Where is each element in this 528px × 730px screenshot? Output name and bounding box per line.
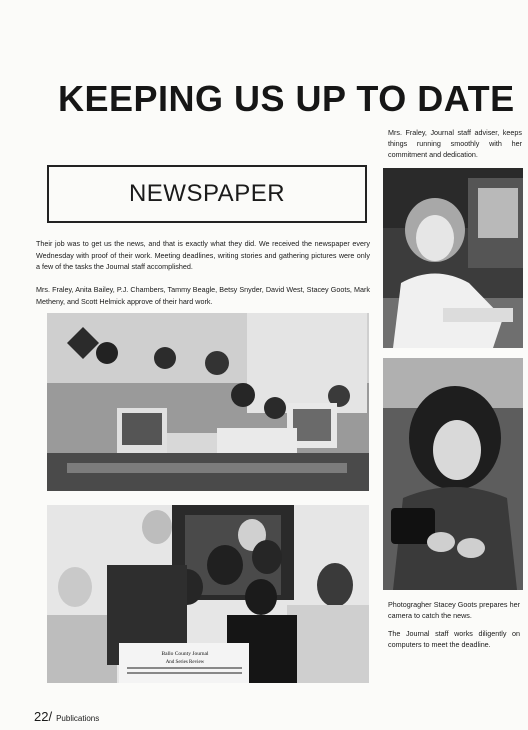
adviser-caption: Mrs. Fraley, Journal staff adviser, keeps things running smoothly with her commitment and dedication.	[388, 128, 522, 159]
computers-caption: The Journal staff works diligently on computers to meet the deadline.	[388, 629, 520, 649]
folio-section-name: Publications	[56, 714, 100, 723]
photographer-photo	[383, 358, 523, 590]
body-paragraph-2: Mrs. Fraley, Anita Bailey, P.J. Chambers, Tammy Beagle, Betsy Snyder, David West, Stacey Goots, Mark Metheny, and Scott Helmick approve of their hard work.	[36, 285, 370, 306]
adviser-photo	[383, 168, 523, 348]
page-title: KEEPING US UP TO DATE	[58, 78, 515, 119]
section-heading: NEWSPAPER	[128, 180, 286, 207]
page-folio	[34, 708, 99, 726]
staff-group-photo	[47, 505, 369, 683]
folio-separator: /	[48, 709, 53, 724]
newspaper-masthead-line1: Ballo County Journal	[161, 651, 209, 657]
newspaper-masthead-line2: And Series Review	[165, 660, 205, 665]
section-heading-box	[47, 165, 367, 223]
body-paragraph-1: Their job was to get us the news, and that is exactly what they did. We received the newspaper every Wednesday with proof of their work. Meeting deadlines, writing stories and gathering pictures were only a few of the tasks the Journal staff accomplished.	[36, 239, 370, 271]
photographer-caption: Photogragher Stacey Goots prepares her camera to catch the news.	[388, 600, 520, 620]
page-number: 22	[34, 709, 49, 724]
computer-lab-photo	[47, 313, 369, 491]
